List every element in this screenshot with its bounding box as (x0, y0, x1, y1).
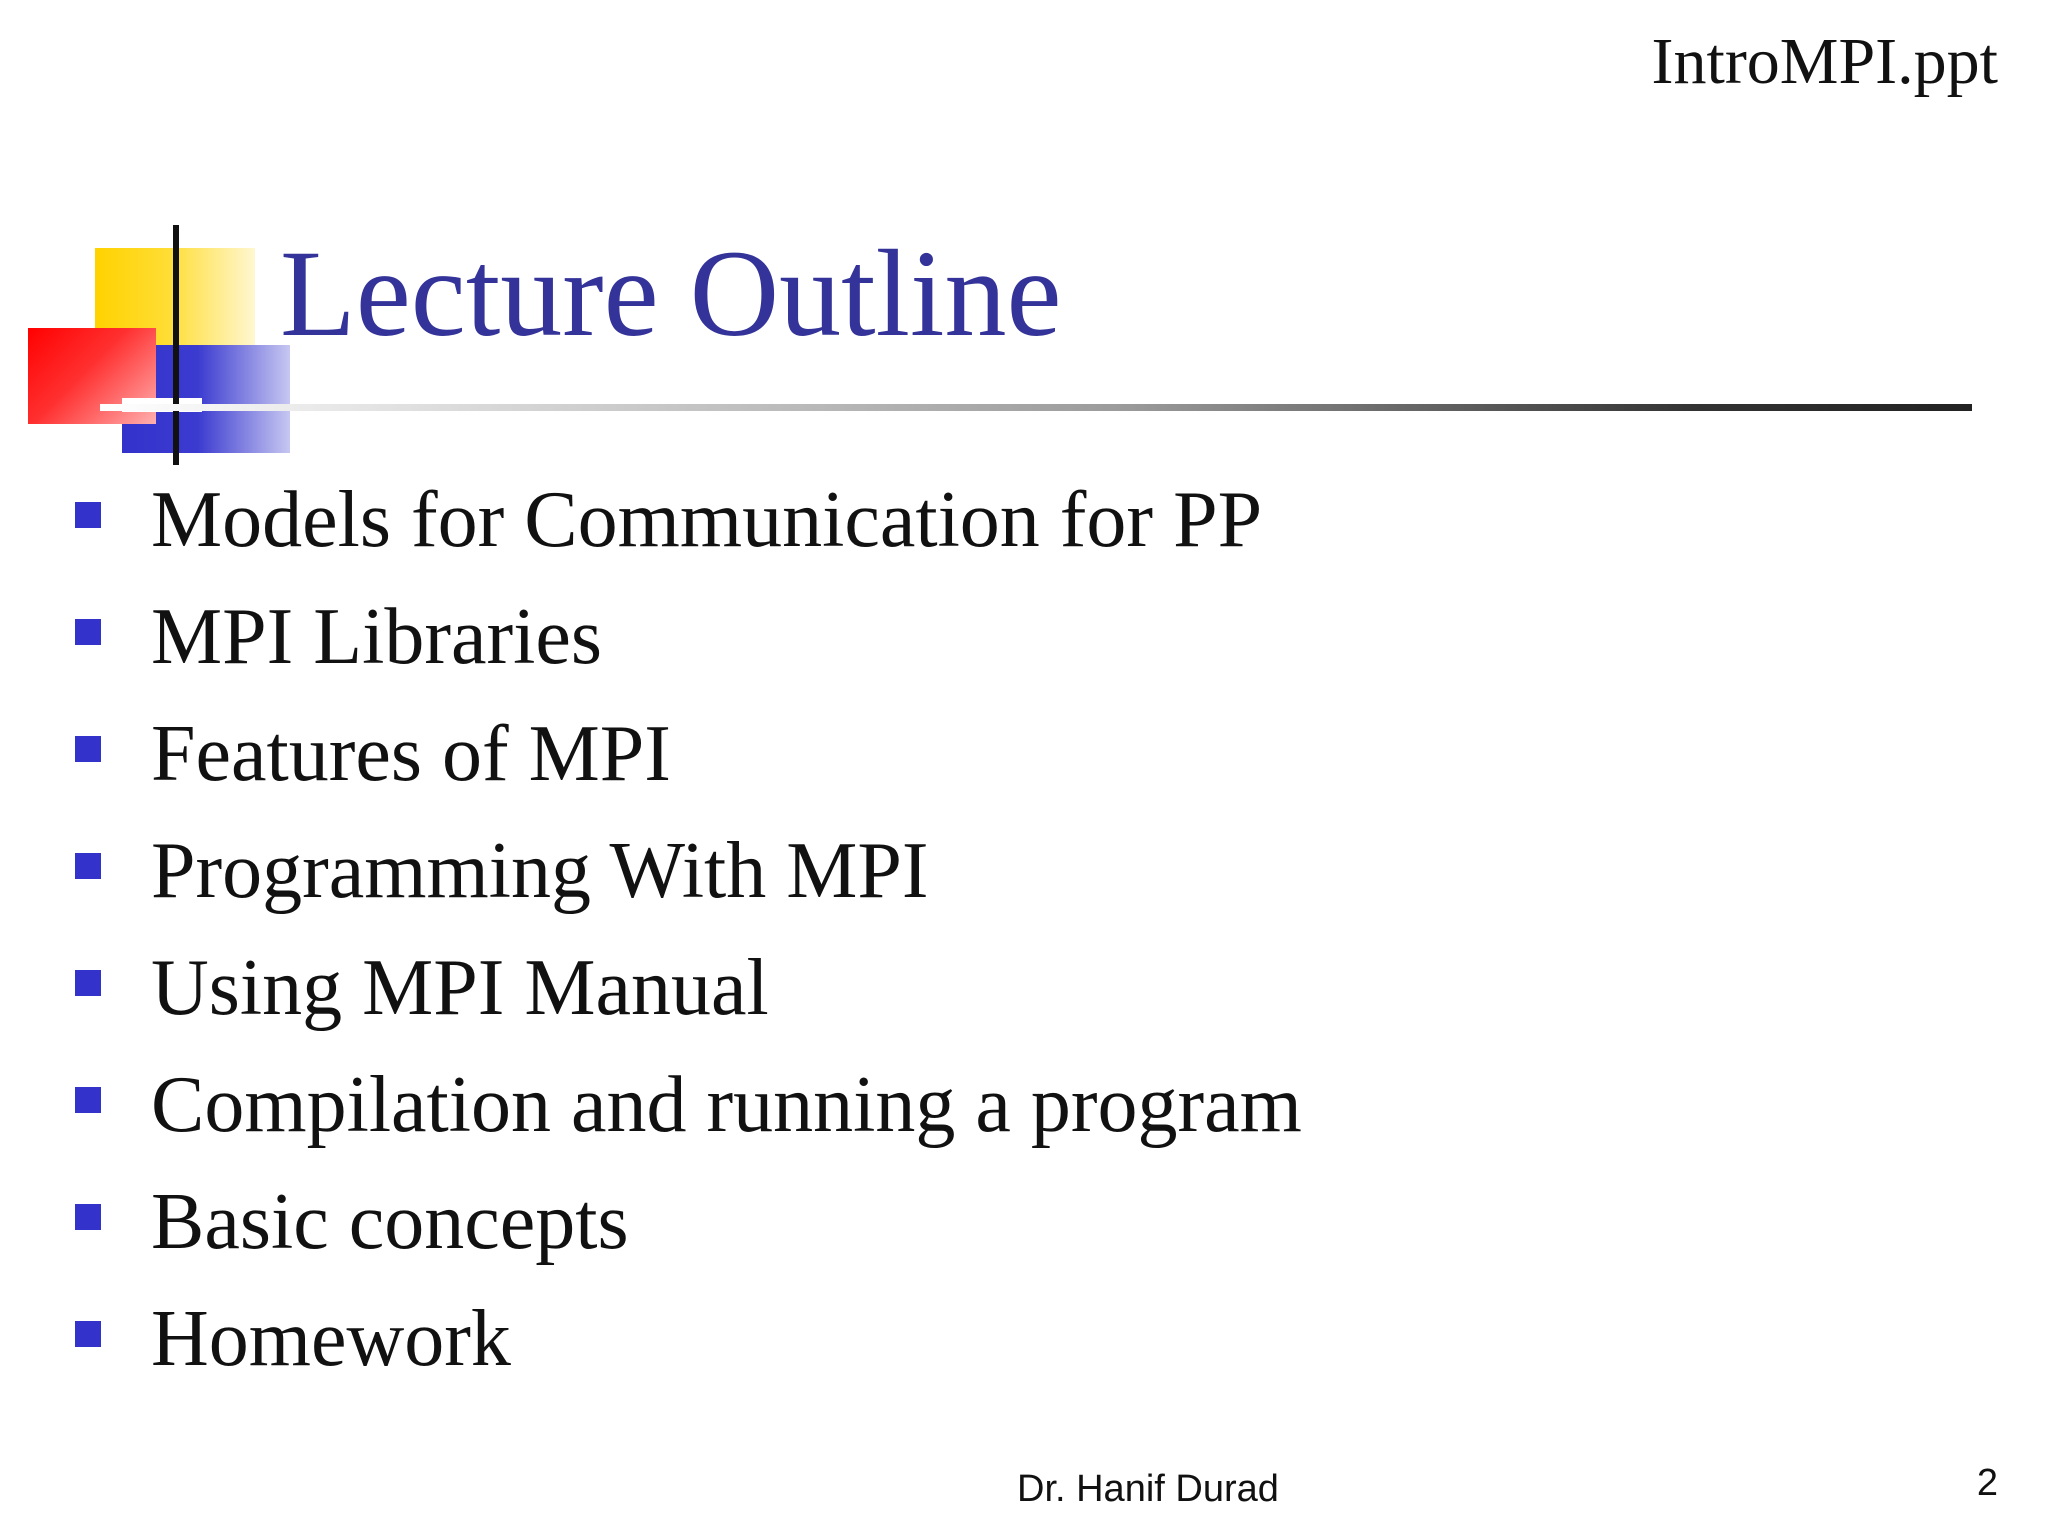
square-bullet-icon (75, 736, 101, 762)
bullet-list (75, 476, 1302, 1416)
decorative-vertical-line (173, 225, 179, 465)
square-bullet-icon (75, 1321, 101, 1347)
list-item (75, 827, 1302, 948)
list-item (75, 944, 1302, 1065)
list-item (75, 476, 1302, 597)
footer-author: Dr. Hanif Durad (1017, 1468, 1279, 1510)
page-number: 2 (1976, 1462, 1998, 1504)
file-name-header: IntroMPI.ppt (1651, 25, 1998, 98)
square-bullet-icon (75, 853, 101, 879)
title-underline-rule (100, 404, 1972, 411)
bullet-text: Programming With MPI (151, 827, 929, 915)
bullet-text: MPI Libraries (151, 593, 603, 681)
list-item (75, 593, 1302, 714)
bullet-text: Using MPI Manual (151, 944, 769, 1032)
list-item (75, 1178, 1302, 1299)
slide-title: Lecture Outline (280, 225, 1062, 362)
square-bullet-icon (75, 1087, 101, 1113)
bullet-text: Homework (151, 1295, 511, 1383)
square-bullet-icon (75, 1204, 101, 1230)
square-bullet-icon (75, 502, 101, 528)
list-item (75, 710, 1302, 831)
bullet-text: Basic concepts (151, 1178, 629, 1266)
bullet-text: Features of MPI (151, 710, 671, 798)
bullet-text: Models for Communication for PP (151, 476, 1263, 564)
list-item (75, 1295, 1302, 1416)
square-bullet-icon (75, 970, 101, 996)
square-bullet-icon (75, 619, 101, 645)
bullet-text: Compilation and running a program (151, 1061, 1302, 1149)
list-item (75, 1061, 1302, 1182)
